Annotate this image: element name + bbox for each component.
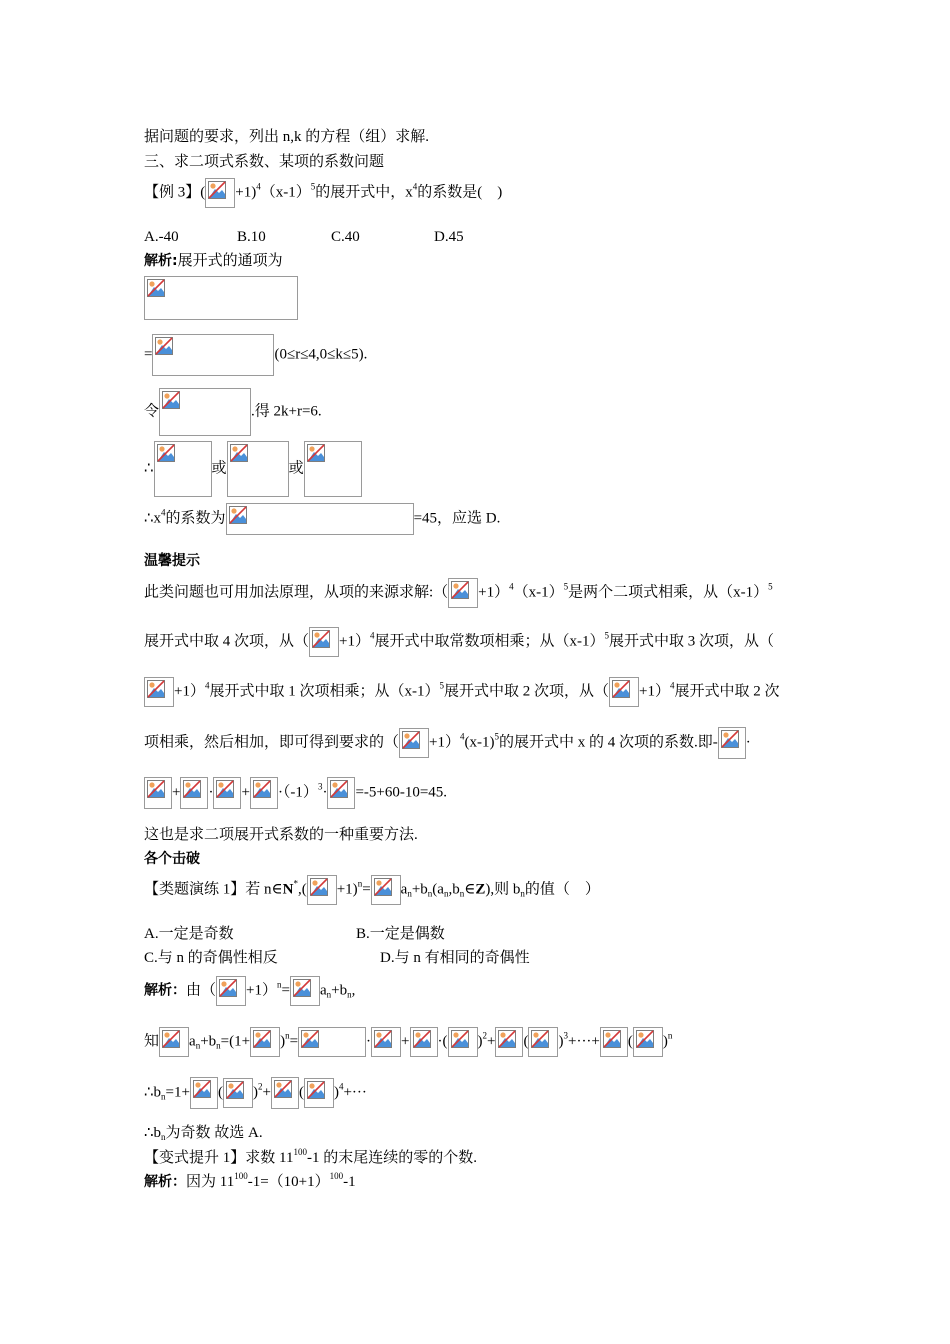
case-image-icon [304,441,362,497]
binomial-coefficient-icon [213,777,241,809]
text: +1） [638,683,670,700]
text: ( [298,1084,304,1101]
text: ∴b [144,1084,162,1101]
paren: ( [200,184,206,201]
text: 求数 11 [245,1150,294,1166]
text: = [281,982,290,999]
formula-image-icon [307,875,337,905]
text: · [322,784,328,801]
subscript: n [443,888,449,899]
formula-image-icon [528,1027,558,1057]
text: a [189,1033,196,1050]
exponent: 4 [204,680,210,691]
text: =45，应选 D. [413,510,501,527]
exponent: 4 [161,507,166,518]
choice-c [331,227,360,247]
tip-line-4 [144,727,751,759]
exponent: n [667,1030,673,1041]
text: (a [432,881,444,898]
text: a [319,982,327,999]
formula-image-icon [144,677,174,707]
subscript: n [161,1091,166,1102]
text: a [400,881,408,898]
let-text: 令 [144,403,160,420]
text: 展开式中取 3 次项，从（ [608,633,774,650]
let-line [144,388,322,436]
conclusion-line [144,1123,263,1143]
tip-title-line [144,551,200,571]
formula-image-icon [152,334,274,376]
text: ∴x [144,510,162,527]
tip-line-5 [144,777,447,809]
variant-label: 【变式提升 1】 [144,1150,246,1166]
formula-image-icon [159,1027,189,1057]
text: +b [331,982,348,999]
formula-image-icon [600,1027,628,1057]
formula-image-icon [159,388,251,436]
text: ,( [297,881,307,898]
text: + [241,784,250,801]
practice-label: 【类题演练 1】 [144,881,246,898]
formula-image-icon [226,503,414,535]
choice-text: D.45 [434,229,464,245]
tip-line-2 [144,627,774,657]
text: · [366,1033,372,1050]
text: 展开式中取 2 次 [674,683,780,700]
text: ( [523,1033,529,1050]
subscript: n [347,989,352,1000]
text: 展开式中取 1 次项相乘；从（x-1） [209,683,440,700]
text: 这也是求二项展开式系数的一种重要方法. [144,827,418,843]
subscript: n [161,1132,166,1142]
exponent: 4 [412,181,418,192]
formula-image-icon [448,578,478,608]
text: +1) [336,881,358,898]
formula-image-icon [495,1027,523,1057]
solution-label: 解析: [144,253,178,269]
binomial-coefficient-icon [271,1077,299,1109]
exponent: n [285,1030,290,1041]
exponent: 3 [317,781,323,792]
text: 的展开式中 x 的 4 次项的系数.即- [498,734,718,751]
result-text: .得 2k+r=6. [251,403,322,420]
formula-image-icon [205,178,235,208]
text: 展开式中取 2 次项，从（ [443,683,609,700]
exponent: 5 [768,581,773,592]
text: 的值（ ） [524,881,600,898]
text: ·( [437,1033,448,1050]
solution-2 [144,976,355,1006]
text: 知 [144,1033,160,1050]
exponent: 5 [310,181,316,192]
exponent: 5 [563,581,569,592]
choice-a [144,227,179,247]
text: （x-1） [260,184,311,201]
text: +1） [174,683,205,700]
expansion-line [144,1027,672,1057]
text: (x-1) [464,734,495,751]
text: ) [333,1084,339,1101]
cases-line [144,441,362,497]
binomial-coefficient-icon [718,727,746,759]
or-text: 或 [211,460,227,477]
formula-image-icon [304,1078,334,1108]
exponent: 4 [338,1081,344,1092]
choice-text: C.与 n 的奇偶性相反 [144,950,278,966]
subscript: n [459,888,465,899]
section-heading-text: 三、求二项式系数、某项的系数问题 [144,154,385,170]
tip-line-3 [144,677,779,707]
binomial-coefficient-icon [144,777,172,809]
general-term-image-icon [144,276,298,320]
coefficient-line [144,503,500,535]
choice-text: A.一定是奇数 [144,926,234,942]
text: + [172,784,181,801]
exponent: 2 [482,1030,488,1041]
solution-line [144,251,283,271]
solution-3 [144,1172,356,1192]
subscript: n [326,989,332,1000]
solution-label: 解析： [144,1174,186,1190]
text: +1） [478,584,510,601]
text: -1=（10+1） [247,1174,330,1190]
subscript: n [407,888,412,899]
formula-image-icon [290,976,320,1006]
choice-d [380,948,530,968]
formula-image-icon [633,1027,663,1057]
text: +1) [235,184,257,201]
exponent: 5 [604,630,609,641]
binomial-coefficient-icon [327,777,355,809]
text: + [401,1033,410,1050]
text: =(1+ [220,1033,251,1050]
tip-line-1 [144,578,773,608]
text: 展开式中取常数项相乘；从（x-1） [374,633,605,650]
text: ) [280,1033,286,1050]
choice-a [144,924,234,944]
text: 由（ [186,982,217,999]
choice-d [434,227,464,247]
formula-image-icon [250,1027,280,1057]
text: +1） [246,982,277,999]
text: +1） [429,734,460,751]
text: 是两个二项式相乘，从（x-1） [568,584,769,601]
example-3 [144,178,502,208]
binomial-coefficient-icon [180,777,208,809]
exponent: n [357,878,363,889]
binomial-coefficient-icon [190,1077,218,1109]
text: +b [200,1033,217,1050]
text: 的系数是( ) [417,184,503,201]
formula-image-icon [298,1027,366,1057]
text: · [745,734,751,751]
formula-image-icon [410,1027,438,1057]
formula-image-icon [609,677,639,707]
exponent: 4 [669,680,675,691]
choice-c [144,948,278,968]
text: ) [477,1033,483,1050]
exponent: 5 [439,680,444,691]
text: 展开式中取 4 次项，从（ [144,633,310,650]
example-label: 【例 3】 [144,184,201,201]
formula-image-icon [309,627,339,657]
subscript: n [216,1040,221,1051]
choice-text: D.与 n 有相同的奇偶性 [380,950,530,966]
set-symbol: Z [475,881,486,898]
text: ∈ [464,881,476,898]
text: 此类问题也可用加法原理，从项的来源求解:（ [144,584,449,601]
formula-image-icon [399,728,429,758]
choice-text: C.40 [331,229,360,245]
text: -1 [343,1174,356,1190]
text: , [351,982,356,999]
choice-text: A.-40 [144,229,179,245]
text: · [208,784,214,801]
text: + [487,1033,496,1050]
section-heading [144,152,384,172]
formula-image-icon [223,1078,253,1108]
formula-image-icon [448,1027,478,1057]
therefore-symbol: ∴ [144,460,154,477]
text: -1 的末尾连续的零的个数. [306,1150,477,1166]
exponent: 2 [257,1081,263,1092]
exponent: 4 [509,581,514,592]
section-title-line [144,849,200,869]
text: 若 n∈ [245,881,283,898]
section-title: 各个击破 [144,851,200,867]
exponent: 5 [494,731,499,742]
equals: = [144,346,153,363]
exponent: 100 [293,1147,307,1157]
text: ) [558,1033,564,1050]
intro-text: 据问题的要求，列出 n,k 的方程（组）求解. [144,129,430,145]
formula-image-icon [371,875,401,905]
solution-label: 解析： [144,982,186,999]
exponent: 4 [369,630,375,641]
equation-line [144,334,367,376]
formula-image-icon [216,976,246,1006]
bn-line [144,1077,367,1109]
text: ∴b [144,1125,162,1141]
subscript: n [427,888,433,899]
subscript: n [520,888,525,899]
text: ,b [448,881,460,898]
variant-1 [144,1148,477,1168]
text: 为奇数 故选 A. [165,1125,263,1141]
text: +b [411,881,428,898]
text: ),则 b [485,881,521,898]
text: = [362,881,371,898]
superscript: * [293,878,298,889]
choice-text: B.10 [237,229,266,245]
practice-1 [144,875,600,905]
exponent: 100 [234,1171,248,1181]
case-image-icon [154,441,212,497]
text: +···+ [567,1033,600,1050]
range-text: (0≤r≤4,0≤k≤5). [274,346,368,363]
intro-line [144,127,429,147]
text: ) [662,1033,668,1050]
text: = [289,1033,299,1050]
or-text: 或 [288,460,304,477]
binomial-coefficient-icon [250,777,278,809]
text: 因为 11 [186,1174,235,1190]
text: 项相乘，然后相加，即可得到要求的（ [144,734,400,751]
text: 的展开式中，x [315,184,413,201]
text: +1） [339,633,370,650]
formula-image-icon [371,1027,401,1057]
text: + [262,1084,271,1101]
exponent: 100 [329,1171,344,1181]
choice-b [356,924,445,944]
tip-line-6 [144,825,418,845]
set-symbol: N [282,881,294,898]
tip-title: 温馨提示 [144,553,200,569]
exponent: 4 [256,181,261,192]
text: +··· [343,1084,367,1101]
text: 的系数为 [165,510,226,527]
choice-b [237,227,266,247]
exponent: 3 [563,1030,568,1041]
solution-text: 展开式的通项为 [177,253,283,269]
text: =-5+60-10=45. [355,784,448,801]
text: ( [217,1084,223,1101]
text: ( [627,1033,633,1050]
case-image-icon [227,441,289,497]
exponent: n [276,979,282,990]
text: ) [252,1084,258,1101]
choice-text: B.一定是偶数 [356,926,445,942]
text: ·（-1） [277,784,318,801]
subscript: n [195,1040,201,1051]
text: =1+ [165,1084,190,1101]
text: （x-1） [513,584,564,601]
exponent: 4 [459,731,465,742]
